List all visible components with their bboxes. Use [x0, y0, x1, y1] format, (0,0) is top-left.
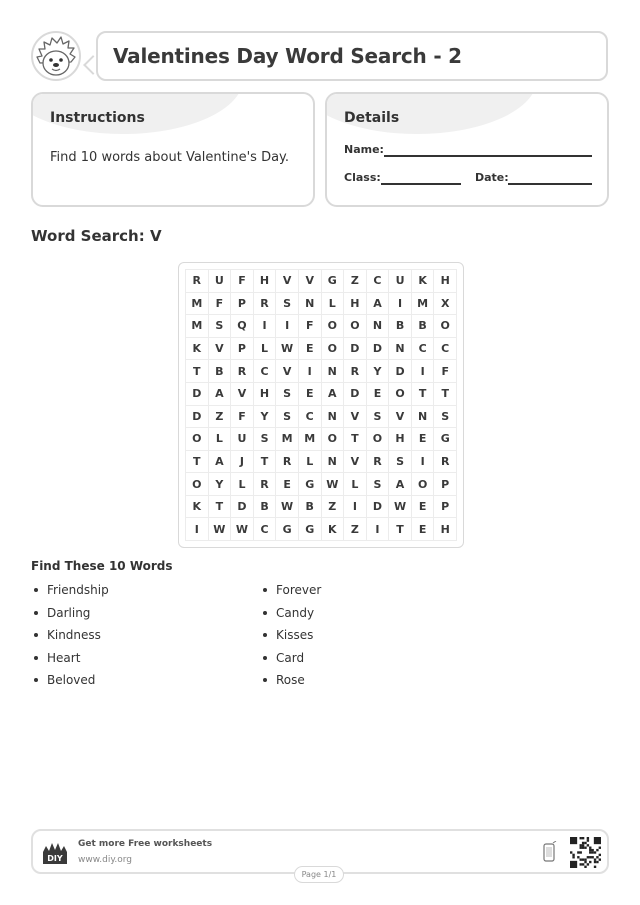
grid-cell: S [367, 473, 390, 496]
grid-cell: R [344, 360, 367, 383]
grid-cell: V [209, 338, 232, 361]
grid-cell: J [231, 451, 254, 474]
grid-cell: K [322, 518, 345, 541]
grid-cell: E [412, 518, 435, 541]
word-search-grid [185, 269, 457, 541]
svg-text:DIY: DIY [47, 854, 63, 863]
word-search-frame [178, 262, 464, 548]
grid-cell: W [231, 518, 254, 541]
grid-cell: P [231, 293, 254, 316]
grid-cell: H [254, 270, 277, 293]
list-item: Friendship [31, 582, 109, 605]
grid-cell: K [412, 270, 435, 293]
grid-cell: V [299, 270, 322, 293]
date-field[interactable] [508, 183, 592, 185]
grid-cell: I [344, 496, 367, 519]
grid-cell: N [367, 315, 390, 338]
list-item: Candy [260, 605, 321, 628]
grid-cell: R [434, 451, 457, 474]
grid-cell: D [367, 496, 390, 519]
grid-cell: L [299, 451, 322, 474]
grid-cell: V [344, 406, 367, 429]
grid-cell: D [389, 360, 412, 383]
grid-cell: V [276, 270, 299, 293]
grid-cell: B [209, 360, 232, 383]
grid-cell: H [434, 518, 457, 541]
grid-cell: O [412, 473, 435, 496]
grid-cell: S [276, 383, 299, 406]
grid-cell: L [231, 473, 254, 496]
grid-cell: G [276, 518, 299, 541]
grid-cell: R [231, 360, 254, 383]
grid-cell: N [322, 451, 345, 474]
grid-cell: H [254, 383, 277, 406]
grid-cell: I [299, 360, 322, 383]
page-title: Valentines Day Word Search - 2 [113, 44, 462, 68]
grid-cell: R [367, 451, 390, 474]
grid-cell: S [434, 406, 457, 429]
word-search-title: Word Search: V [31, 227, 162, 245]
grid-cell: U [209, 270, 232, 293]
grid-cell: T [412, 383, 435, 406]
grid-cell: D [344, 383, 367, 406]
grid-cell: O [322, 338, 345, 361]
grid-cell: K [186, 338, 209, 361]
grid-cell: I [276, 315, 299, 338]
grid-cell: I [412, 360, 435, 383]
grid-cell: O [322, 315, 345, 338]
grid-cell: N [389, 338, 412, 361]
grid-cell: Z [322, 496, 345, 519]
qr-code-icon[interactable] [570, 837, 601, 868]
grid-cell: W [276, 338, 299, 361]
grid-cell: O [322, 428, 345, 451]
grid-cell: H [389, 428, 412, 451]
grid-cell: B [412, 315, 435, 338]
date-label: Date: [475, 171, 509, 184]
grid-cell: A [389, 473, 412, 496]
instructions-title: Instructions [50, 110, 145, 126]
grid-cell: T [186, 360, 209, 383]
grid-cell: V [276, 360, 299, 383]
grid-cell: E [367, 383, 390, 406]
grid-cell: W [322, 473, 345, 496]
grid-cell: D [367, 338, 390, 361]
phone-icon [543, 841, 557, 863]
grid-cell: P [231, 338, 254, 361]
grid-cell: D [231, 496, 254, 519]
grid-cell: R [276, 451, 299, 474]
grid-cell: S [209, 315, 232, 338]
list-item: Card [260, 650, 321, 673]
grid-cell: O [434, 315, 457, 338]
grid-cell: F [231, 406, 254, 429]
grid-cell: G [299, 473, 322, 496]
grid-cell: C [367, 270, 390, 293]
footer-cta: Get more Free worksheets [78, 839, 213, 849]
grid-cell: T [389, 518, 412, 541]
grid-cell: Y [254, 406, 277, 429]
grid-cell: B [254, 496, 277, 519]
title-banner [96, 31, 608, 81]
grid-cell: R [254, 473, 277, 496]
list-item: Kindness [31, 627, 109, 650]
grid-cell: O [389, 383, 412, 406]
grid-cell: T [344, 428, 367, 451]
grid-cell: I [367, 518, 390, 541]
grid-cell: N [299, 293, 322, 316]
grid-cell: M [186, 315, 209, 338]
grid-cell: F [209, 293, 232, 316]
grid-cell: V [389, 406, 412, 429]
grid-cell: I [186, 518, 209, 541]
grid-cell: T [209, 496, 232, 519]
grid-cell: H [344, 293, 367, 316]
grid-cell: L [254, 338, 277, 361]
grid-cell: M [186, 293, 209, 316]
grid-cell: C [299, 406, 322, 429]
grid-cell: Q [231, 315, 254, 338]
grid-cell: E [299, 338, 322, 361]
grid-cell: D [186, 383, 209, 406]
grid-cell: O [186, 428, 209, 451]
grid-cell: L [209, 428, 232, 451]
grid-cell: X [434, 293, 457, 316]
grid-cell: O [367, 428, 390, 451]
details-card [325, 92, 609, 207]
grid-cell: C [254, 360, 277, 383]
grid-cell: E [276, 473, 299, 496]
grid-cell: W [276, 496, 299, 519]
grid-cell: F [231, 270, 254, 293]
name-label: Name: [344, 143, 384, 156]
word-list-left [31, 582, 109, 695]
grid-cell: Y [209, 473, 232, 496]
grid-cell: D [186, 406, 209, 429]
list-item: Kisses [260, 627, 321, 650]
grid-cell: S [276, 406, 299, 429]
grid-cell: A [209, 383, 232, 406]
name-field[interactable] [384, 155, 592, 157]
grid-cell: M [299, 428, 322, 451]
grid-cell: B [299, 496, 322, 519]
grid-cell: I [254, 315, 277, 338]
list-item: Heart [31, 650, 109, 673]
grid-cell: S [367, 406, 390, 429]
grid-cell: U [231, 428, 254, 451]
grid-cell: T [254, 451, 277, 474]
grid-cell: L [344, 473, 367, 496]
grid-cell: A [209, 451, 232, 474]
grid-cell: S [389, 451, 412, 474]
grid-cell: N [412, 406, 435, 429]
grid-cell: Z [209, 406, 232, 429]
grid-cell: C [254, 518, 277, 541]
list-item: Forever [260, 582, 321, 605]
grid-cell: L [322, 293, 345, 316]
diy-logo-icon[interactable] [41, 840, 69, 866]
grid-cell: C [434, 338, 457, 361]
instructions-card [31, 92, 315, 207]
list-item: Darling [31, 605, 109, 628]
grid-cell: K [186, 496, 209, 519]
grid-cell: U [389, 270, 412, 293]
class-field[interactable] [381, 183, 461, 185]
list-item: Beloved [31, 672, 109, 695]
grid-cell: P [434, 473, 457, 496]
grid-cell: M [412, 293, 435, 316]
grid-cell: G [434, 428, 457, 451]
grid-cell: G [299, 518, 322, 541]
grid-cell: E [412, 428, 435, 451]
grid-cell: P [434, 496, 457, 519]
grid-cell: E [412, 496, 435, 519]
grid-cell: F [299, 315, 322, 338]
grid-cell: N [322, 360, 345, 383]
grid-cell: D [344, 338, 367, 361]
grid-cell: A [322, 383, 345, 406]
grid-cell: I [412, 451, 435, 474]
word-list-title: Find These 10 Words [31, 559, 173, 573]
grid-cell: G [322, 270, 345, 293]
grid-cell: H [434, 270, 457, 293]
grid-cell: Z [344, 518, 367, 541]
word-list-right [260, 582, 321, 695]
grid-cell: S [254, 428, 277, 451]
grid-cell: A [367, 293, 390, 316]
page-number: Page 1/1 [294, 866, 344, 883]
hedgehog-mascot-icon [31, 31, 81, 81]
grid-cell: Z [344, 270, 367, 293]
grid-cell: S [276, 293, 299, 316]
grid-cell: O [186, 473, 209, 496]
grid-cell: V [231, 383, 254, 406]
grid-cell: F [434, 360, 457, 383]
grid-cell: T [186, 451, 209, 474]
grid-cell: I [389, 293, 412, 316]
grid-cell: M [276, 428, 299, 451]
instructions-text: Find 10 words about Valentine's Day. [50, 150, 290, 165]
grid-cell: R [254, 293, 277, 316]
grid-cell: Y [367, 360, 390, 383]
grid-cell: E [299, 383, 322, 406]
list-item: Rose [260, 672, 321, 695]
grid-cell: T [434, 383, 457, 406]
grid-cell: R [186, 270, 209, 293]
grid-cell: O [344, 315, 367, 338]
grid-cell: B [389, 315, 412, 338]
grid-cell: C [412, 338, 435, 361]
footer-link[interactable]: www.diy.org [78, 855, 132, 865]
class-label: Class: [344, 171, 381, 184]
grid-cell: W [209, 518, 232, 541]
grid-cell: W [389, 496, 412, 519]
grid-cell: V [344, 451, 367, 474]
details-title: Details [344, 110, 400, 126]
grid-cell: N [322, 406, 345, 429]
